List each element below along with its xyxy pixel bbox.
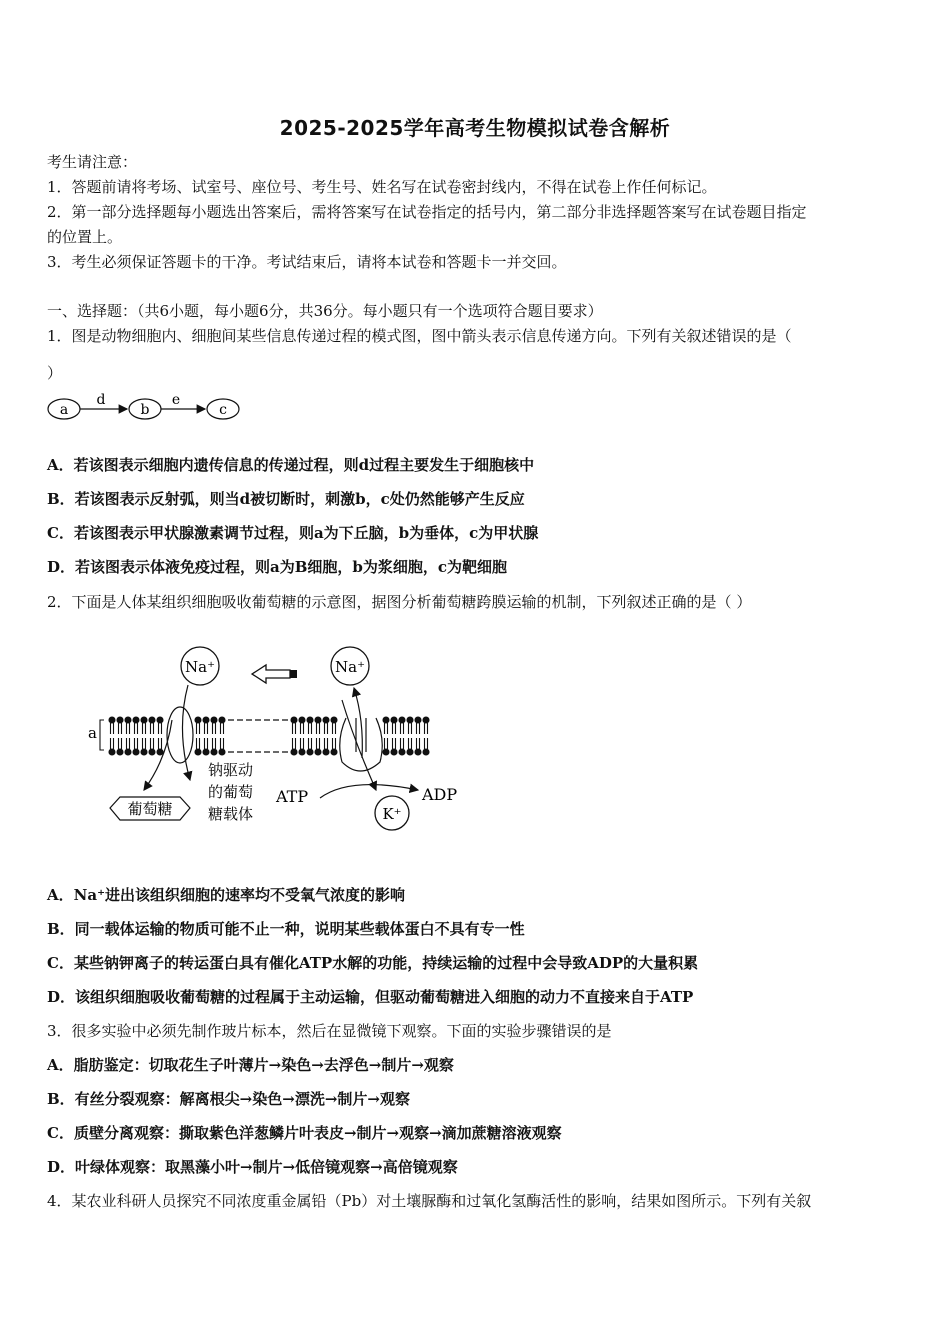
lipid-head bbox=[399, 717, 405, 723]
lipid-head bbox=[133, 749, 139, 755]
arrow-tail bbox=[290, 670, 297, 678]
lipid-tail bbox=[119, 723, 122, 734]
lipid-head bbox=[315, 717, 321, 723]
k-label: K⁺ bbox=[382, 805, 402, 823]
lipid-tail bbox=[293, 723, 296, 734]
lipid-head bbox=[219, 749, 225, 755]
lipid-head bbox=[391, 749, 397, 755]
lipid-tail bbox=[325, 723, 328, 734]
lipid-head bbox=[211, 749, 217, 755]
lipid-tail bbox=[293, 738, 296, 749]
carrier-label-line3: 糖载体 bbox=[208, 805, 254, 823]
na-influx-arrow bbox=[182, 685, 190, 780]
lipid-tail bbox=[135, 723, 138, 734]
lipid-tail bbox=[409, 738, 412, 749]
q3-option-d: D．叶绿体观察：取黑藻小叶→制片→低倍镜观察→高倍镜观察 bbox=[47, 1158, 458, 1176]
k-influx-arrow bbox=[342, 700, 376, 790]
lipid-tail bbox=[159, 723, 162, 734]
direction-arrow-icon bbox=[252, 665, 290, 683]
lipid-tail bbox=[221, 738, 224, 749]
lipid-head bbox=[117, 717, 123, 723]
lipid-tail bbox=[385, 738, 388, 749]
lipid-head bbox=[307, 717, 313, 723]
notice-item: 3．考生必须保证答题卡的干净。考试结束后，请将本试卷和答题卡一并交回。 bbox=[47, 253, 567, 271]
lipid-head bbox=[141, 717, 147, 723]
lipid-tail bbox=[385, 723, 388, 734]
lipid-tail bbox=[151, 723, 154, 734]
lipid-tail bbox=[417, 723, 420, 734]
lipid-tail bbox=[333, 723, 336, 734]
lipid-tail bbox=[143, 723, 146, 734]
atp-hydrolysis-arrow bbox=[320, 785, 418, 798]
lipid-tail bbox=[301, 723, 304, 734]
node-b-label: b bbox=[140, 402, 150, 418]
lipid-head bbox=[195, 717, 201, 723]
arrow-e-label: e bbox=[171, 392, 181, 408]
lipid-head bbox=[323, 749, 329, 755]
lipid-head bbox=[331, 717, 337, 723]
lipid-tail bbox=[119, 738, 122, 749]
lipid-tail bbox=[417, 738, 420, 749]
lipid-head bbox=[423, 717, 429, 723]
lipid-head bbox=[383, 749, 389, 755]
lipid-tail bbox=[401, 738, 404, 749]
lipid-tail bbox=[317, 723, 320, 734]
lipid-head bbox=[219, 717, 225, 723]
lipid-head bbox=[307, 749, 313, 755]
arrow-d-label: d bbox=[96, 392, 106, 408]
q2-option-c: C．某些钠钾离子的转运蛋白具有催化ATP水解的功能，持续运输的过程中会导致ADP的大量积累 bbox=[47, 954, 699, 972]
lipid-head bbox=[157, 717, 163, 723]
notice-item: 的位置上。 bbox=[47, 228, 123, 246]
lipid-tail bbox=[325, 738, 328, 749]
node-c-label: c bbox=[219, 402, 227, 418]
q1-option-b: B．若该图表示反射弧，则当d被切断时，刺激b，c处仍然能够产生反应 bbox=[47, 490, 525, 508]
lipid-head bbox=[203, 717, 209, 723]
lipid-tail bbox=[205, 738, 208, 749]
atp-label: ATP bbox=[276, 787, 309, 806]
node-a-label: a bbox=[59, 402, 69, 418]
lipid-head bbox=[141, 749, 147, 755]
membrane-bracket bbox=[100, 720, 104, 750]
lipid-head bbox=[323, 717, 329, 723]
lipid-head bbox=[407, 717, 413, 723]
q3-option-c: C．质壁分离观察：撕取紫色洋葱鳞片叶表皮→制片→观察→滴加蔗糖溶液观察 bbox=[47, 1124, 562, 1142]
lipid-head bbox=[299, 717, 305, 723]
lipid-tail bbox=[159, 738, 162, 749]
lipid-tail bbox=[143, 738, 146, 749]
lipid-tail bbox=[205, 723, 208, 734]
lipid-tail bbox=[393, 723, 396, 734]
sodium-glucose-carrier bbox=[167, 707, 193, 763]
lipid-head bbox=[391, 717, 397, 723]
q1-flow-diagram bbox=[44, 390, 244, 424]
carrier-label-line2: 的葡萄 bbox=[208, 783, 254, 801]
q2-membrane-figure bbox=[80, 640, 480, 840]
carrier-label-line1: 钠驱动 bbox=[208, 761, 254, 779]
question-1-stem: 1．图是动物细胞内、细胞间某些信息传递过程的模式图，图中箭头表示信息传递方向。下列有关叙述错误的是（ bbox=[47, 327, 792, 345]
lipid-head bbox=[299, 749, 305, 755]
notice-heading: 考生请注意： bbox=[47, 153, 138, 171]
adp-label: ADP bbox=[422, 785, 458, 804]
q3-option-a: A．脂肪鉴定：切取花生子叶薄片→染色→去浮色→制片→观察 bbox=[47, 1056, 454, 1074]
lipid-tail bbox=[197, 723, 200, 734]
page-title: 2025-2025学年高考生物模拟试卷含解析 bbox=[279, 116, 671, 140]
lipid-head bbox=[157, 749, 163, 755]
lipid-head bbox=[415, 717, 421, 723]
q1-option-d: D．若该图表示体液免疫过程，则a为B细胞，b为浆细胞，c为靶细胞 bbox=[47, 558, 508, 576]
lipid-tail bbox=[213, 723, 216, 734]
lipid-tail bbox=[135, 738, 138, 749]
lipid-tail bbox=[309, 738, 312, 749]
glucose-label: 葡萄糖 bbox=[127, 800, 173, 818]
lipid-tail bbox=[213, 738, 216, 749]
lipid-tail bbox=[401, 723, 404, 734]
lipid-head bbox=[149, 717, 155, 723]
notice-item: 2．第一部分选择题每小题选出答案后，需将答案写在试卷指定的括号内，第二部分非选择题答案写在试卷题目指定 bbox=[47, 203, 807, 221]
lipid-tail bbox=[333, 738, 336, 749]
lipid-head bbox=[203, 749, 209, 755]
q3-option-b: B．有丝分裂观察：解离根尖→染色→漂洗→制片→观察 bbox=[47, 1090, 410, 1108]
lipid-head bbox=[415, 749, 421, 755]
lipid-head bbox=[407, 749, 413, 755]
na-label-left: Na⁺ bbox=[185, 658, 215, 676]
q2-option-a: A．Na⁺进出该组织细胞的速率均不受氧气浓度的影响 bbox=[47, 886, 405, 904]
q1-option-a: A．若该图表示细胞内遗传信息的传递过程，则d过程主要发生于细胞核中 bbox=[47, 456, 535, 474]
lipid-tail bbox=[309, 723, 312, 734]
lipid-head bbox=[315, 749, 321, 755]
q1-option-c: C．若该图表示甲状腺激素调节过程，则a为下丘脑，b为垂体，c为甲状腺 bbox=[47, 524, 539, 542]
lipid-tail bbox=[301, 738, 304, 749]
section-heading: 一、选择题：（共6小题，每小题6分，共36分。每小题只有一个选项符合题目要求） bbox=[47, 302, 603, 320]
lipid-tail bbox=[151, 738, 154, 749]
question-2-stem: 2．下面是人体某组织细胞吸收葡萄糖的示意图，据图分析葡萄糖跨膜运输的机制，下列叙述正确的是（ ） bbox=[47, 593, 752, 611]
q2-option-b: B．同一载体运输的物质可能不止一种，说明某些载体蛋白不具有专一性 bbox=[47, 920, 525, 938]
lipid-head bbox=[149, 749, 155, 755]
membrane-a-label: a bbox=[88, 724, 97, 742]
lipid-tail bbox=[425, 738, 428, 749]
lipid-head bbox=[109, 717, 115, 723]
lipid-tail bbox=[409, 723, 412, 734]
lipid-head bbox=[133, 717, 139, 723]
lipid-tail bbox=[425, 723, 428, 734]
lipid-head bbox=[423, 749, 429, 755]
lipid-head bbox=[211, 717, 217, 723]
lipid-head bbox=[125, 717, 131, 723]
lipid-head bbox=[125, 749, 131, 755]
question-1-stem-end: ） bbox=[47, 364, 63, 382]
lipid-tail bbox=[221, 723, 224, 734]
lipid-tail bbox=[197, 738, 200, 749]
lipid-tail bbox=[111, 723, 114, 734]
question-3-stem: 3．很多实验中必须先制作玻片标本，然后在显微镜下观察。下面的实验步骤错误的是 bbox=[47, 1022, 612, 1040]
lipid-tail bbox=[127, 723, 130, 734]
notice-item: 1．答题前请将考场、试室号、座位号、考生号、姓名写在试卷密封线内，不得在试卷上作任何标记。 bbox=[47, 178, 717, 196]
lipid-tail bbox=[127, 738, 130, 749]
lipid-head bbox=[399, 749, 405, 755]
na-label-right: Na⁺ bbox=[335, 658, 365, 676]
lipid-tail bbox=[317, 738, 320, 749]
lipid-head bbox=[331, 749, 337, 755]
lipid-head bbox=[109, 749, 115, 755]
lipid-tail bbox=[393, 738, 396, 749]
q2-option-d: D．该组织细胞吸收葡萄糖的过程属于主动运输，但驱动葡萄糖进入细胞的动力不直接来自于ATP bbox=[47, 988, 694, 1006]
question-4-stem: 4．某农业科研人员探究不同浓度重金属铅（Pb）对土壤脲酶和过氧化氢酶活性的影响，结果如图所示。下列有关叙 bbox=[47, 1192, 812, 1210]
lipid-tail bbox=[111, 738, 114, 749]
lipid-head bbox=[117, 749, 123, 755]
lipid-head bbox=[195, 749, 201, 755]
lipid-head bbox=[383, 717, 389, 723]
